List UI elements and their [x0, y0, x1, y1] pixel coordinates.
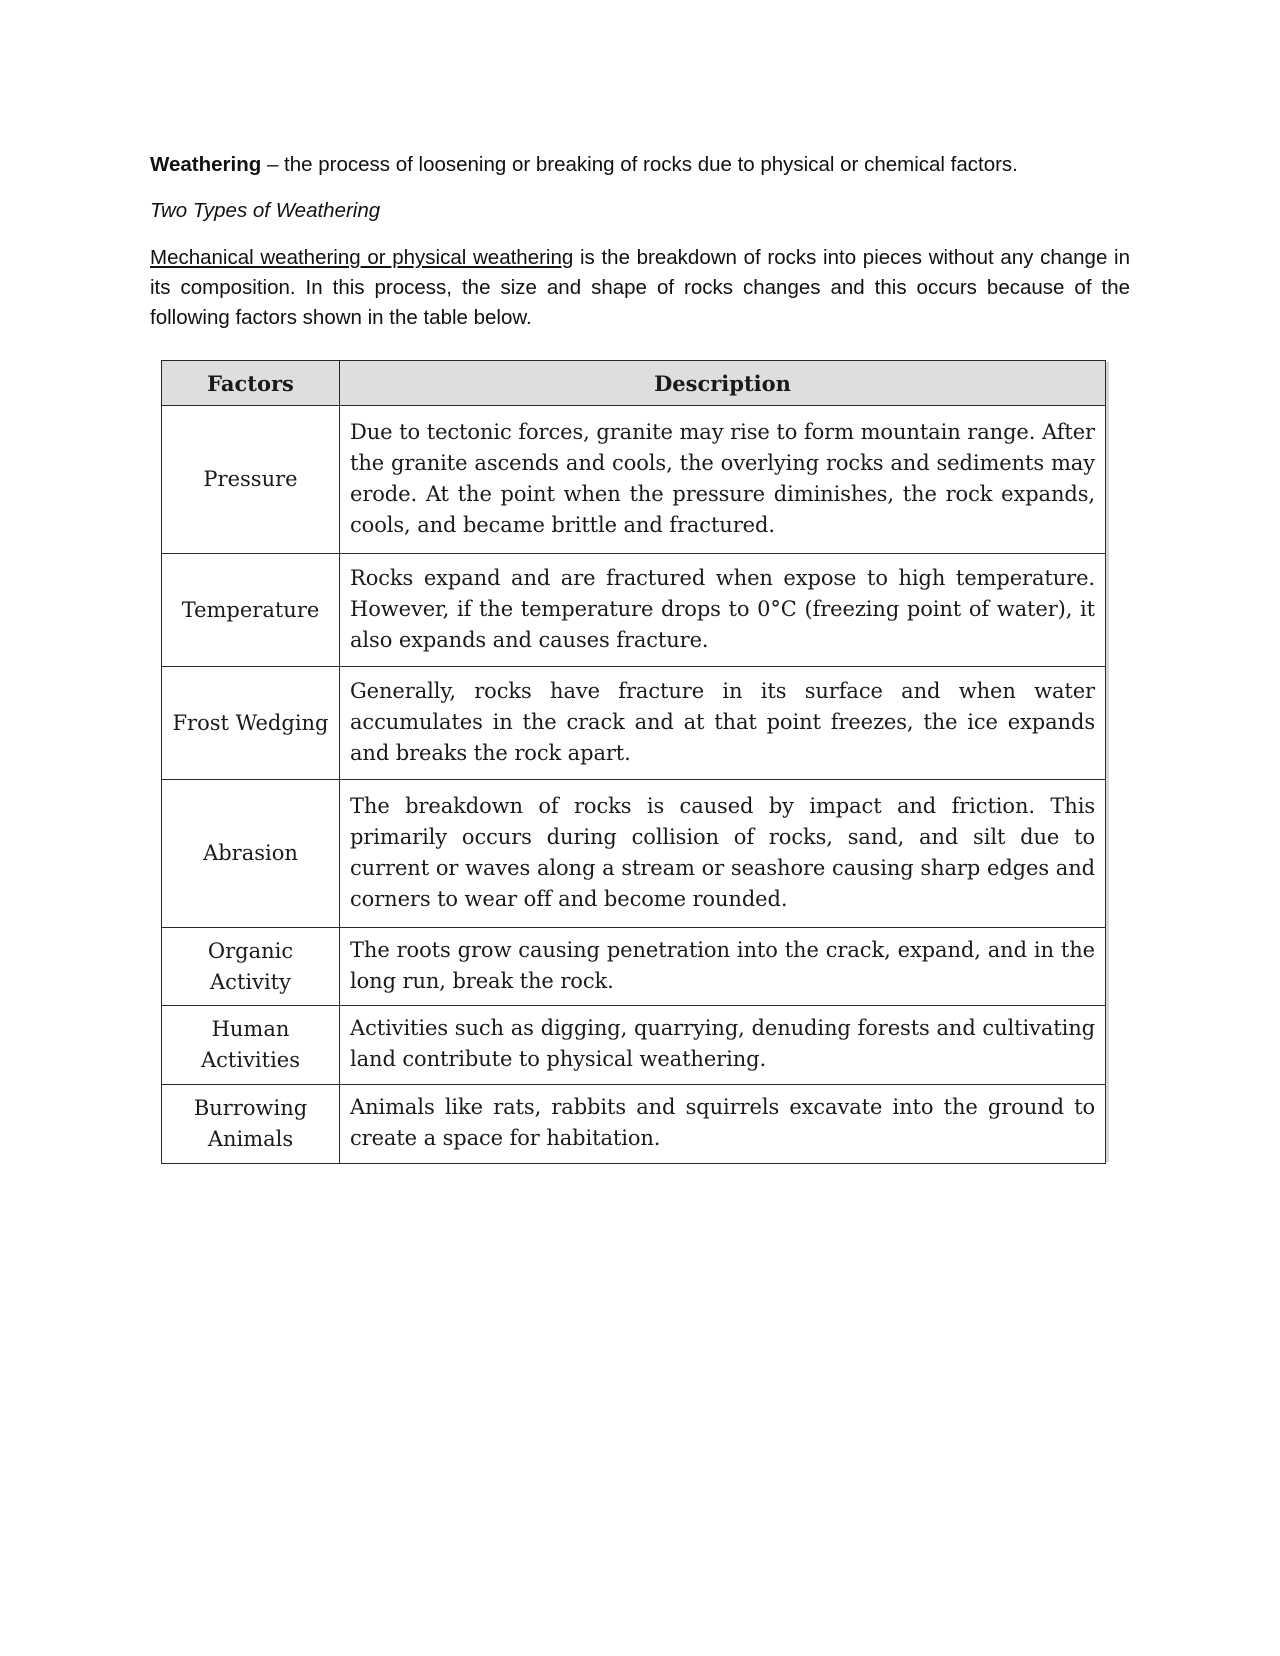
description-cell: The breakdown of rocks is caused by impact and friction. This primarily occurs during collision of rocks, sand, and silt due to current or waves along a stream or seashore causing sharp edges and corners to wear off and become rounded.	[340, 780, 1106, 928]
factor-cell: Pressure	[162, 406, 340, 554]
table-row	[162, 780, 1106, 928]
table-row	[162, 1085, 1106, 1164]
description-cell: Animals like rats, rabbits and squirrels excavate into the ground to create a space for habitation.	[340, 1085, 1106, 1164]
definition-term: Weathering	[150, 153, 262, 176]
table-row	[162, 554, 1106, 667]
table-row	[162, 928, 1106, 1006]
paragraph-underlined-term: Mechanical weathering or physical weathering	[150, 246, 574, 269]
factor-cell: Frost Wedging	[162, 667, 340, 780]
table-row	[162, 667, 1106, 780]
subtitle: Two Types of Weathering	[150, 199, 381, 222]
description-cell: Activities such as digging, quarrying, denuding forests and cultivating land contribute to physical weathering.	[340, 1006, 1106, 1085]
weathering-definition	[150, 150, 1130, 180]
factor-cell: Abrasion	[162, 780, 340, 928]
paragraph-text: is the breakdown of rocks into pieces without any change in its composition. In this process, the size and shape of rocks changes and this occurs because of the following factors shown in the table below.	[150, 246, 1131, 329]
description-cell: Generally, rocks have fracture in its surface and when water accumulates in the crack and at that point freezes, the ice expands and breaks the rock apart.	[340, 667, 1106, 780]
factor-cell: Temperature	[162, 554, 340, 667]
table-header-row	[162, 361, 1106, 406]
factor-cell: Organic Activity	[162, 928, 340, 1006]
factor-cell: Burrowing Animals	[162, 1085, 340, 1164]
description-cell: The roots grow causing penetration into the crack, expand, and in the long run, break the rock.	[340, 928, 1106, 1006]
description-cell: Due to tectonic forces, granite may rise to form mountain range. After the granite ascends and cools, the overlying rocks and sediments may erode. At the point when the pressure diminishes, the rock expands, cools, and became brittle and fractured.	[340, 406, 1106, 554]
header-factors: Factors	[162, 361, 340, 406]
factor-cell: Human Activities	[162, 1006, 340, 1085]
definition-text: the process of loosening or breaking of rocks due to physical or chemical factors.	[284, 153, 1018, 176]
factors-table	[161, 360, 1106, 1164]
table-row	[162, 1006, 1106, 1085]
mechanical-weathering-paragraph	[150, 243, 1130, 333]
description-cell: Rocks expand and are fractured when expose to high temperature. However, if the temperature drops to 0°C (freezing point of water), it also expands and causes fracture.	[340, 554, 1106, 667]
header-description: Description	[340, 361, 1106, 406]
definition-separator: –	[261, 153, 285, 176]
factors-table-wrapper	[161, 360, 1106, 1164]
table-row	[162, 406, 1106, 554]
